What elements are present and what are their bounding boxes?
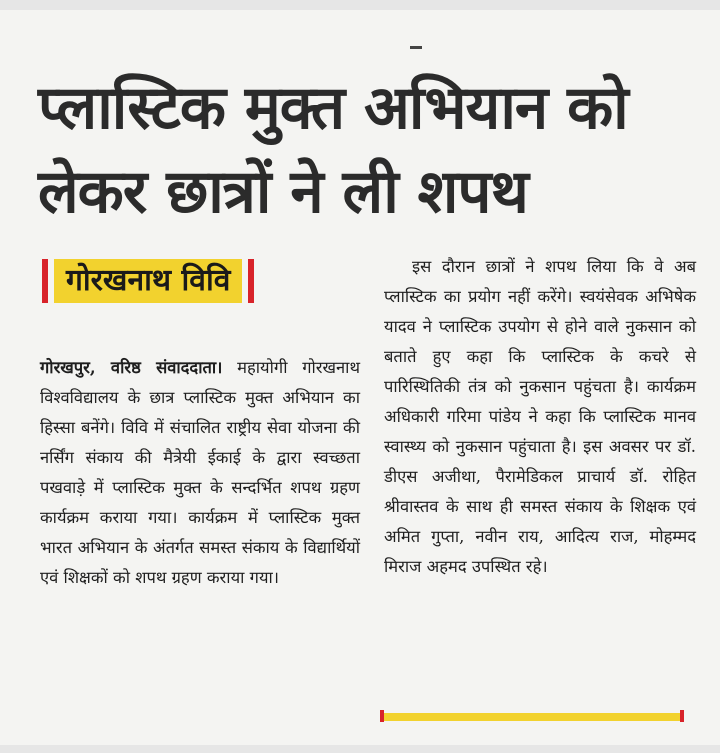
dateline: गोरखपुर, वरिष्ठ संवाददाता। bbox=[40, 358, 223, 377]
article-body-right: इस दौरान छात्रों ने शपथ लिया कि वे अब प्लास्टिक का प्रयोग नहीं करेंगे। स्वयंसेवक अभिषेक यादव ने प्लास्टिक उपयोग से होने वाले नुकसान को बताते हुए कहा कि प्लास्टिक के कचरे से पारिस्थितिकी तंत्र को नुकसान पहुंचता है। कार्यक्रम अधिकारी गरिमा पांडेय ने कहा कि प्लास्टिक मानव स्वास्थ्य को नुकसान पहुंचाता है। इस अवसर पर डॉ. डीएस अजीथा, पैरामेडिकल प्राचार्य डॉ. रोहित श्रीवास्तव के साथ ही समस्त संकाय के शिक्षक एवं अमित गुप्ता, नवीन राय, आदित्य राज, मोहम्मद मिराज अहमद उपस्थित रहे। bbox=[384, 257, 696, 576]
headline-line-1: प्लास्टिक मुक्त अभियान को bbox=[38, 73, 628, 143]
article-column-left bbox=[40, 353, 360, 593]
section-kicker bbox=[42, 256, 254, 306]
next-kicker-strip bbox=[384, 713, 680, 721]
headline-line-2: लेकर छात्रों ने ली शपथ bbox=[38, 157, 528, 227]
kicker-label: गोरखनाथ विवि bbox=[54, 259, 242, 303]
kicker-bar-left bbox=[42, 259, 48, 303]
article-body-left: महायोगी गोरखनाथ विश्वविद्यालय के छात्र प्लास्टिक मुक्त अभियान का हिस्सा बनेंगे। विवि में संचालित राष्ट्रीय सेवा योजना की नर्सिंग संकाय की मैत्रेयी ईकाई के द्वारा स्वच्छता पखवाड़े में प्लास्टिक मुक्त के सन्दर्भित शपथ ग्रहण कार्यक्रम कराया गया। कार्यक्रम में प्लास्टिक मुक्त भारत अभियान के अंतर्गत समस्त संकाय के विद्यार्थियों एवं शिक्षकों को शपथ ग्रहण कराया गया। bbox=[40, 358, 360, 587]
kicker-bar-right bbox=[248, 259, 254, 303]
next-kicker-bar-right bbox=[680, 710, 684, 722]
headline bbox=[38, 66, 698, 234]
newspaper-clipping bbox=[0, 10, 720, 745]
article-column-right bbox=[384, 252, 696, 582]
print-mark bbox=[410, 46, 422, 49]
